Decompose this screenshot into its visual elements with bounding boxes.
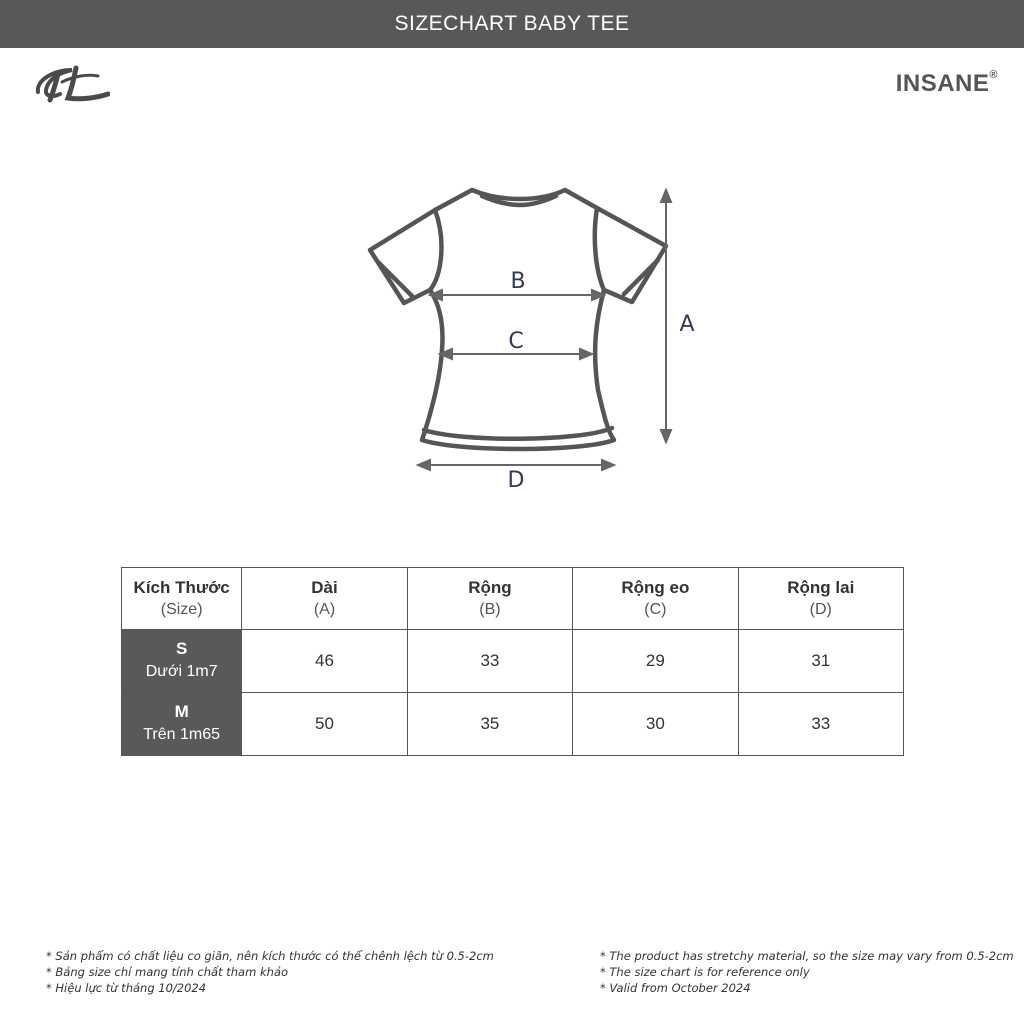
page-title: SIZECHART BABY TEE xyxy=(394,12,630,35)
header-sub: (B) xyxy=(479,600,501,618)
size-table xyxy=(121,567,904,756)
header-size xyxy=(122,568,242,630)
header-sub: (A) xyxy=(313,600,336,618)
header-main: Rộng lai xyxy=(787,577,855,597)
tshirt-outline-icon xyxy=(370,190,666,449)
header-main: Dài xyxy=(311,577,338,597)
notes-vietnamese xyxy=(46,948,494,996)
header-main: Rộng xyxy=(468,577,512,597)
note-line: * Bảng size chỉ mang tính chất tham khảo xyxy=(46,965,288,979)
dl-monogram-logo-icon xyxy=(32,62,110,106)
table-row xyxy=(122,693,904,756)
size-note: Dưới 1m7 xyxy=(145,663,218,680)
header-sub: (D) xyxy=(809,600,832,618)
header-waist-width xyxy=(573,568,738,630)
value-cell: 46 xyxy=(242,630,407,693)
size-cell xyxy=(122,693,242,756)
value-cell: 31 xyxy=(738,630,903,693)
header-sub: (C) xyxy=(644,600,667,618)
table-header-row xyxy=(122,568,904,630)
value-cell: 50 xyxy=(242,693,407,756)
table-row xyxy=(122,630,904,693)
size-code: M xyxy=(174,702,189,721)
note-line: * The product has stretchy material, so the size may vary from 0.5-2cm xyxy=(600,949,1014,963)
size-cell xyxy=(122,630,242,693)
dimension-label-d: D xyxy=(507,468,525,493)
value-cell: 33 xyxy=(738,693,903,756)
size-note: Trên 1m65 xyxy=(143,726,221,743)
value-cell: 30 xyxy=(573,693,738,756)
brand-logo xyxy=(896,70,998,98)
brand-name: INSANE xyxy=(895,70,990,97)
title-banner xyxy=(0,0,1024,48)
note-line: * Hiệu lực từ tháng 10/2024 xyxy=(46,981,207,995)
header-main: Rộng eo xyxy=(621,577,690,597)
note-line: * Sản phẩm có chất liệu co giãn, nên kích thước có thể chênh lệch từ 0.5-2cm xyxy=(46,949,494,963)
value-cell: 35 xyxy=(407,693,572,756)
header-length xyxy=(242,568,407,630)
note-line: * The size chart is for reference only xyxy=(600,965,810,979)
header-main: Kích Thước xyxy=(133,577,230,597)
header-hem-width xyxy=(738,568,903,630)
dimension-label-c: C xyxy=(508,329,524,354)
value-cell: 33 xyxy=(407,630,572,693)
header-chest-width xyxy=(407,568,572,630)
value-cell: 29 xyxy=(573,630,738,693)
dimension-label-b: B xyxy=(510,269,526,294)
tshirt-diagram xyxy=(360,180,720,500)
header-sub: (Size) xyxy=(160,600,203,618)
registered-mark: ® xyxy=(989,69,998,81)
size-code: S xyxy=(175,639,188,658)
note-line: * Valid from October 2024 xyxy=(600,981,751,995)
dimension-label-a: A xyxy=(679,312,695,337)
notes-english xyxy=(600,948,1014,996)
